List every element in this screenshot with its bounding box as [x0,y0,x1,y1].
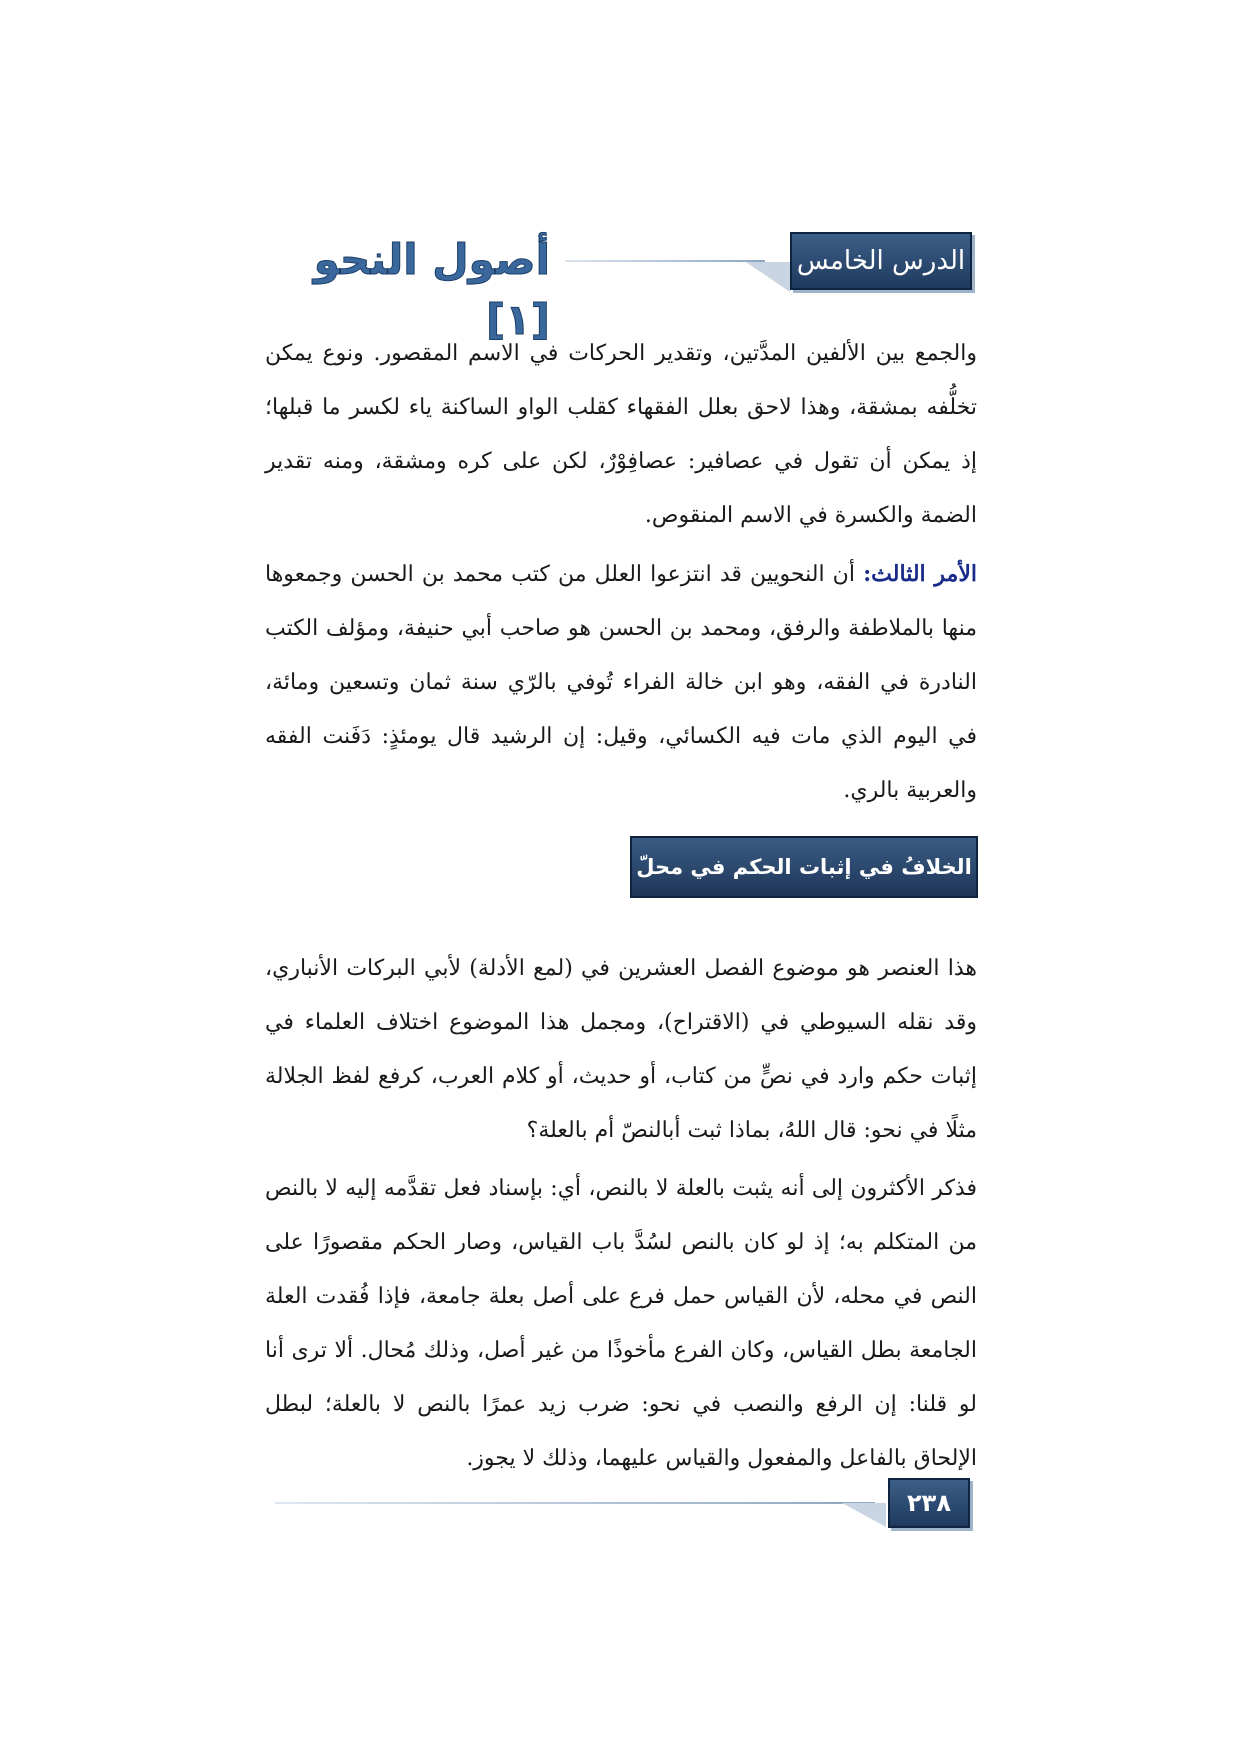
third-matter-text: أن النحويين قد انتزعوا العلل من كتب محمد بن الحسن وجمعوها منها بالملاطفة والرفق، ومحمد بن الحسن هو صاحب أبي حنيفة، ومؤلف الكتب النادرة في الفقه، وهو ابن خالة الفراء تُوفي بالرّي سنة ثمان وتسعين ومائة، في اليوم الذي مات فيه الكسائي، وقيل: إن الرشيد قال يومئذٍ: دَفَنت الفقه والعربية بالري. [265,562,977,803]
page-title: أصول النحو [١] [313,235,550,344]
page-number: ٢٣٨ [888,1478,970,1528]
third-matter-label: الأمر الثالث: [863,561,978,587]
header-divider [565,260,765,262]
footer-accent [842,1503,886,1527]
paragraph-topic: هذا العنصر هو موضوع الفصل العشرين في (لمع الأدلة) لأبي البركات الأنباري، وقد نقله السيوطي في (الاقتراح)، ومجمل هذا الموضوع اختلاف العلماء في إثبات حكم وارد في نصٍّ من كتاب، أو حديث، أو كلام العرب، كرفع لفظ الجلالة مثلًا في نحو: قال اللهُ، بماذا ثبت أبالنصّ أم بالعلة؟ [265,956,977,1143]
paragraph-intro: والجمع بين الألفين المدَّتين، وتقدير الحركات في الاسم المقصور. ونوع يمكن تخلُّفه بمشقة، وهذا لاحق بعلل الفقهاء كقلب الواو الساكنة ياء لكسر ما قبلها؛ إذ يمكن أن تقول في عصافير: عصافِوْرٌ، لكن على كره ومشقة، ومنه تقدير الضمة والكسرة في الاسم المنقوص. [265,341,977,528]
section-heading: الخلافُ في إثبات الحكم في محلّ النّصّ [630,836,978,898]
footer-divider [275,1502,875,1504]
paragraph-third-matter [265,547,977,818]
paragraph-majority-view: فذكر الأكثرون إلى أنه يثبت بالعلة لا بالنص، أي: بإسناد فعل تقدَّمه إليه لا بالنص من المتكلم به؛ إذ لو كان بالنص لسُدَّ باب القياس، وصار الحكم مقصورًا على النص في محله، لأن القياس حمل فرع على أصل بعلة جامعة، فإذا فُقدت العلة الجامعة بطل القياس، وكان الفرع مأخوذًا من غير أصل، وذلك مُحال. ألا ترى أنا لو قلنا: إن الرفع والنصب في نحو: ضرب زيد عمرًا بالنص لا بالعلة؛ لبطل الإلحاق بالفاعل والمفعول والقياس عليهما، وذلك لا يجوز. [265,1176,977,1471]
lesson-badge: الدرس الخامس عشر [790,232,972,290]
